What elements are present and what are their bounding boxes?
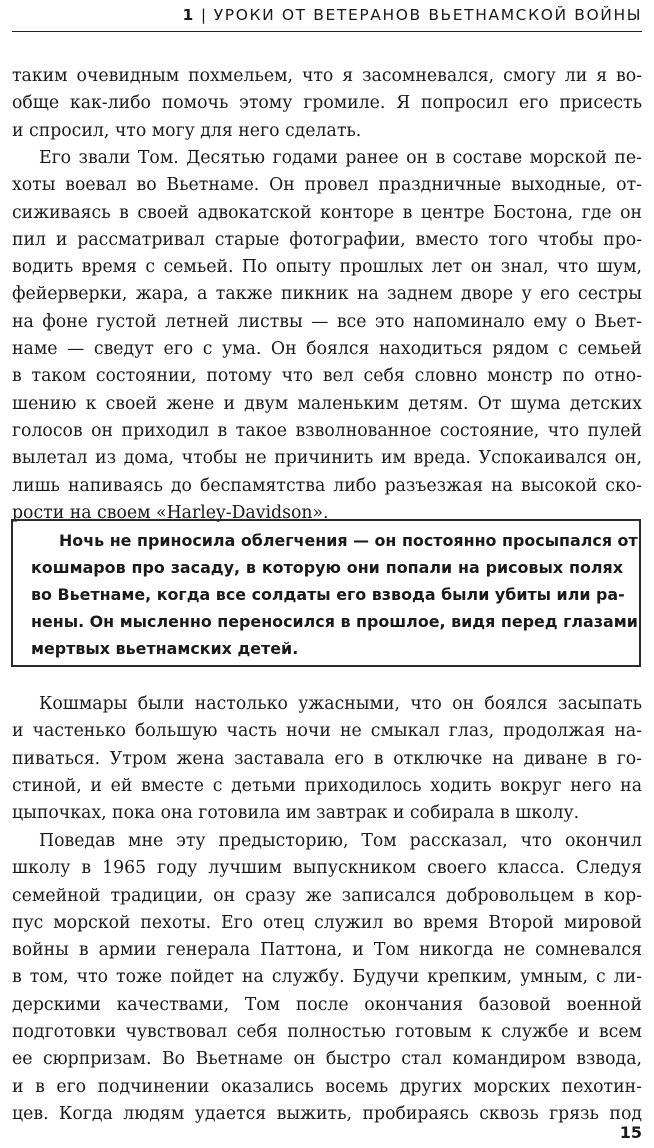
- paragraph-continuation: [12, 63, 642, 145]
- paragraph-nightmares: [12, 691, 642, 827]
- callout-line: во Вьетнаме, когда все солдаты его взвода были убиты или ра-: [31, 585, 625, 604]
- text-line: пил и рассматривал старые фотографии, вместо того чтобы про-: [12, 229, 642, 250]
- text-line: подготовки чувствовал себя полностью готовым к службе и всем: [12, 1022, 642, 1043]
- page-number: 15: [619, 1123, 642, 1142]
- text-line: обще как-либо помочь этому громиле. Я попросил его присесть: [12, 93, 642, 114]
- text-line: и в его подчинении оказались восемь других морских пехотин-: [12, 1076, 642, 1097]
- text-line: цев. Когда людям удается выжить, пробираясь сквозь грязь под: [12, 1103, 642, 1124]
- text-line: Поведав мне эту предысторию, Том рассказал, что окончил: [39, 831, 642, 851]
- text-line: водить время с семьей. По опыту прошлых лет он знал, что шум,: [12, 257, 642, 278]
- text-line: пиваться. Утром жена заставала его в отключке на диване в го-: [12, 748, 642, 769]
- callout-line: нены. Он мысленно переносился в прошлое, видя перед глазами: [31, 612, 638, 631]
- text-line: лишь напиваясь до беспамятства либо разъезжая на высокой ско-: [12, 475, 642, 496]
- text-line: Кошмары были настолько ужасными, что он боялся засыпать: [39, 694, 642, 714]
- text-line: фейерверки, жара, а также пикник на заднем дворе у его сестры: [12, 284, 642, 305]
- text-line: ее сюрпризам. Во Вьетнаме он быстро стал командиром взвода,: [12, 1049, 642, 1070]
- text-line: и спросил, что могу для него сделать.: [12, 120, 362, 141]
- text-line: шению к своей жене и двум маленьким детям. От шума детских: [12, 393, 642, 414]
- text-line: цыпочках, пока она готовила им завтрак и собирала в школу.: [12, 803, 580, 824]
- paragraph-tom-story: [12, 828, 642, 1128]
- text-line: голосов он приходил в такое взволнованное состояние, что пулей: [12, 420, 642, 441]
- text-line: вылетал из дома, чтобы не причинить им вреда. Успокаивался он,: [12, 448, 642, 469]
- callout-box: [11, 519, 641, 667]
- text-line: семейной традиции, он сразу же записался добровольцем в кор-: [12, 885, 642, 906]
- header-separator: |: [200, 6, 208, 24]
- text-line: хоты воевал во Вьетнаме. Он провел праздничные выходные, от-: [12, 175, 642, 196]
- text-line: пус морской пехоты. Его отец служил во время Второй мировой: [12, 912, 642, 933]
- text-line: на фоне густой летней листвы — все это напоминало ему о Вьет-: [12, 311, 642, 332]
- text-line: войны в армии генерала Паттона, и Том никогда не сомневался: [12, 940, 642, 961]
- text-line: таким очевидным похмельем, что я засомневался, смогу ли я во-: [12, 66, 642, 86]
- text-line: наме — сведут его с ума. Он боялся находиться рядом с семьей: [12, 339, 642, 360]
- text-line: школу в 1965 году лучшим выпускником своего класса. Следуя: [12, 858, 642, 879]
- callout-line: мертвых вьетнамских детей.: [31, 639, 299, 658]
- callout-line: Ночь не приносила облегчения — он постоянно просыпался от: [59, 531, 638, 550]
- header-rule: [12, 31, 642, 32]
- text-line: сиживаясь в своей адвокатской конторе в центре Бостона, где он: [12, 202, 642, 223]
- text-line: стиной, и ей вместе с детьми приходилось ходить вокруг него на: [12, 775, 642, 796]
- text-line: дерскими качествами, Том после окончания базовой военной: [12, 994, 642, 1015]
- text-line: в таком состоянии, потому что вел себя словно монстр по отно-: [12, 366, 642, 387]
- paragraph-tom-background: [12, 145, 642, 527]
- chapter-number: 1: [182, 6, 195, 24]
- text-line: рости на своем «Harley-Davidson».: [12, 502, 329, 523]
- text-line: в том, что тоже пойдет на службу. Будучи крепким, умным, с ли-: [12, 967, 642, 988]
- running-head: [12, 6, 642, 24]
- text-line: и частенько большую часть ночи не смыкал глаз, продолжая на-: [12, 721, 642, 742]
- chapter-title: УРОКИ ОТ ВЕТЕРАНОВ ВЬЕТНАМСКОЙ ВОЙНЫ: [213, 6, 642, 24]
- callout-line: кошмаров про засаду, в которую они попали на рисовых полях: [31, 558, 623, 577]
- text-line: Его звали Том. Десятью годами ранее он в составе морской пе-: [39, 148, 642, 168]
